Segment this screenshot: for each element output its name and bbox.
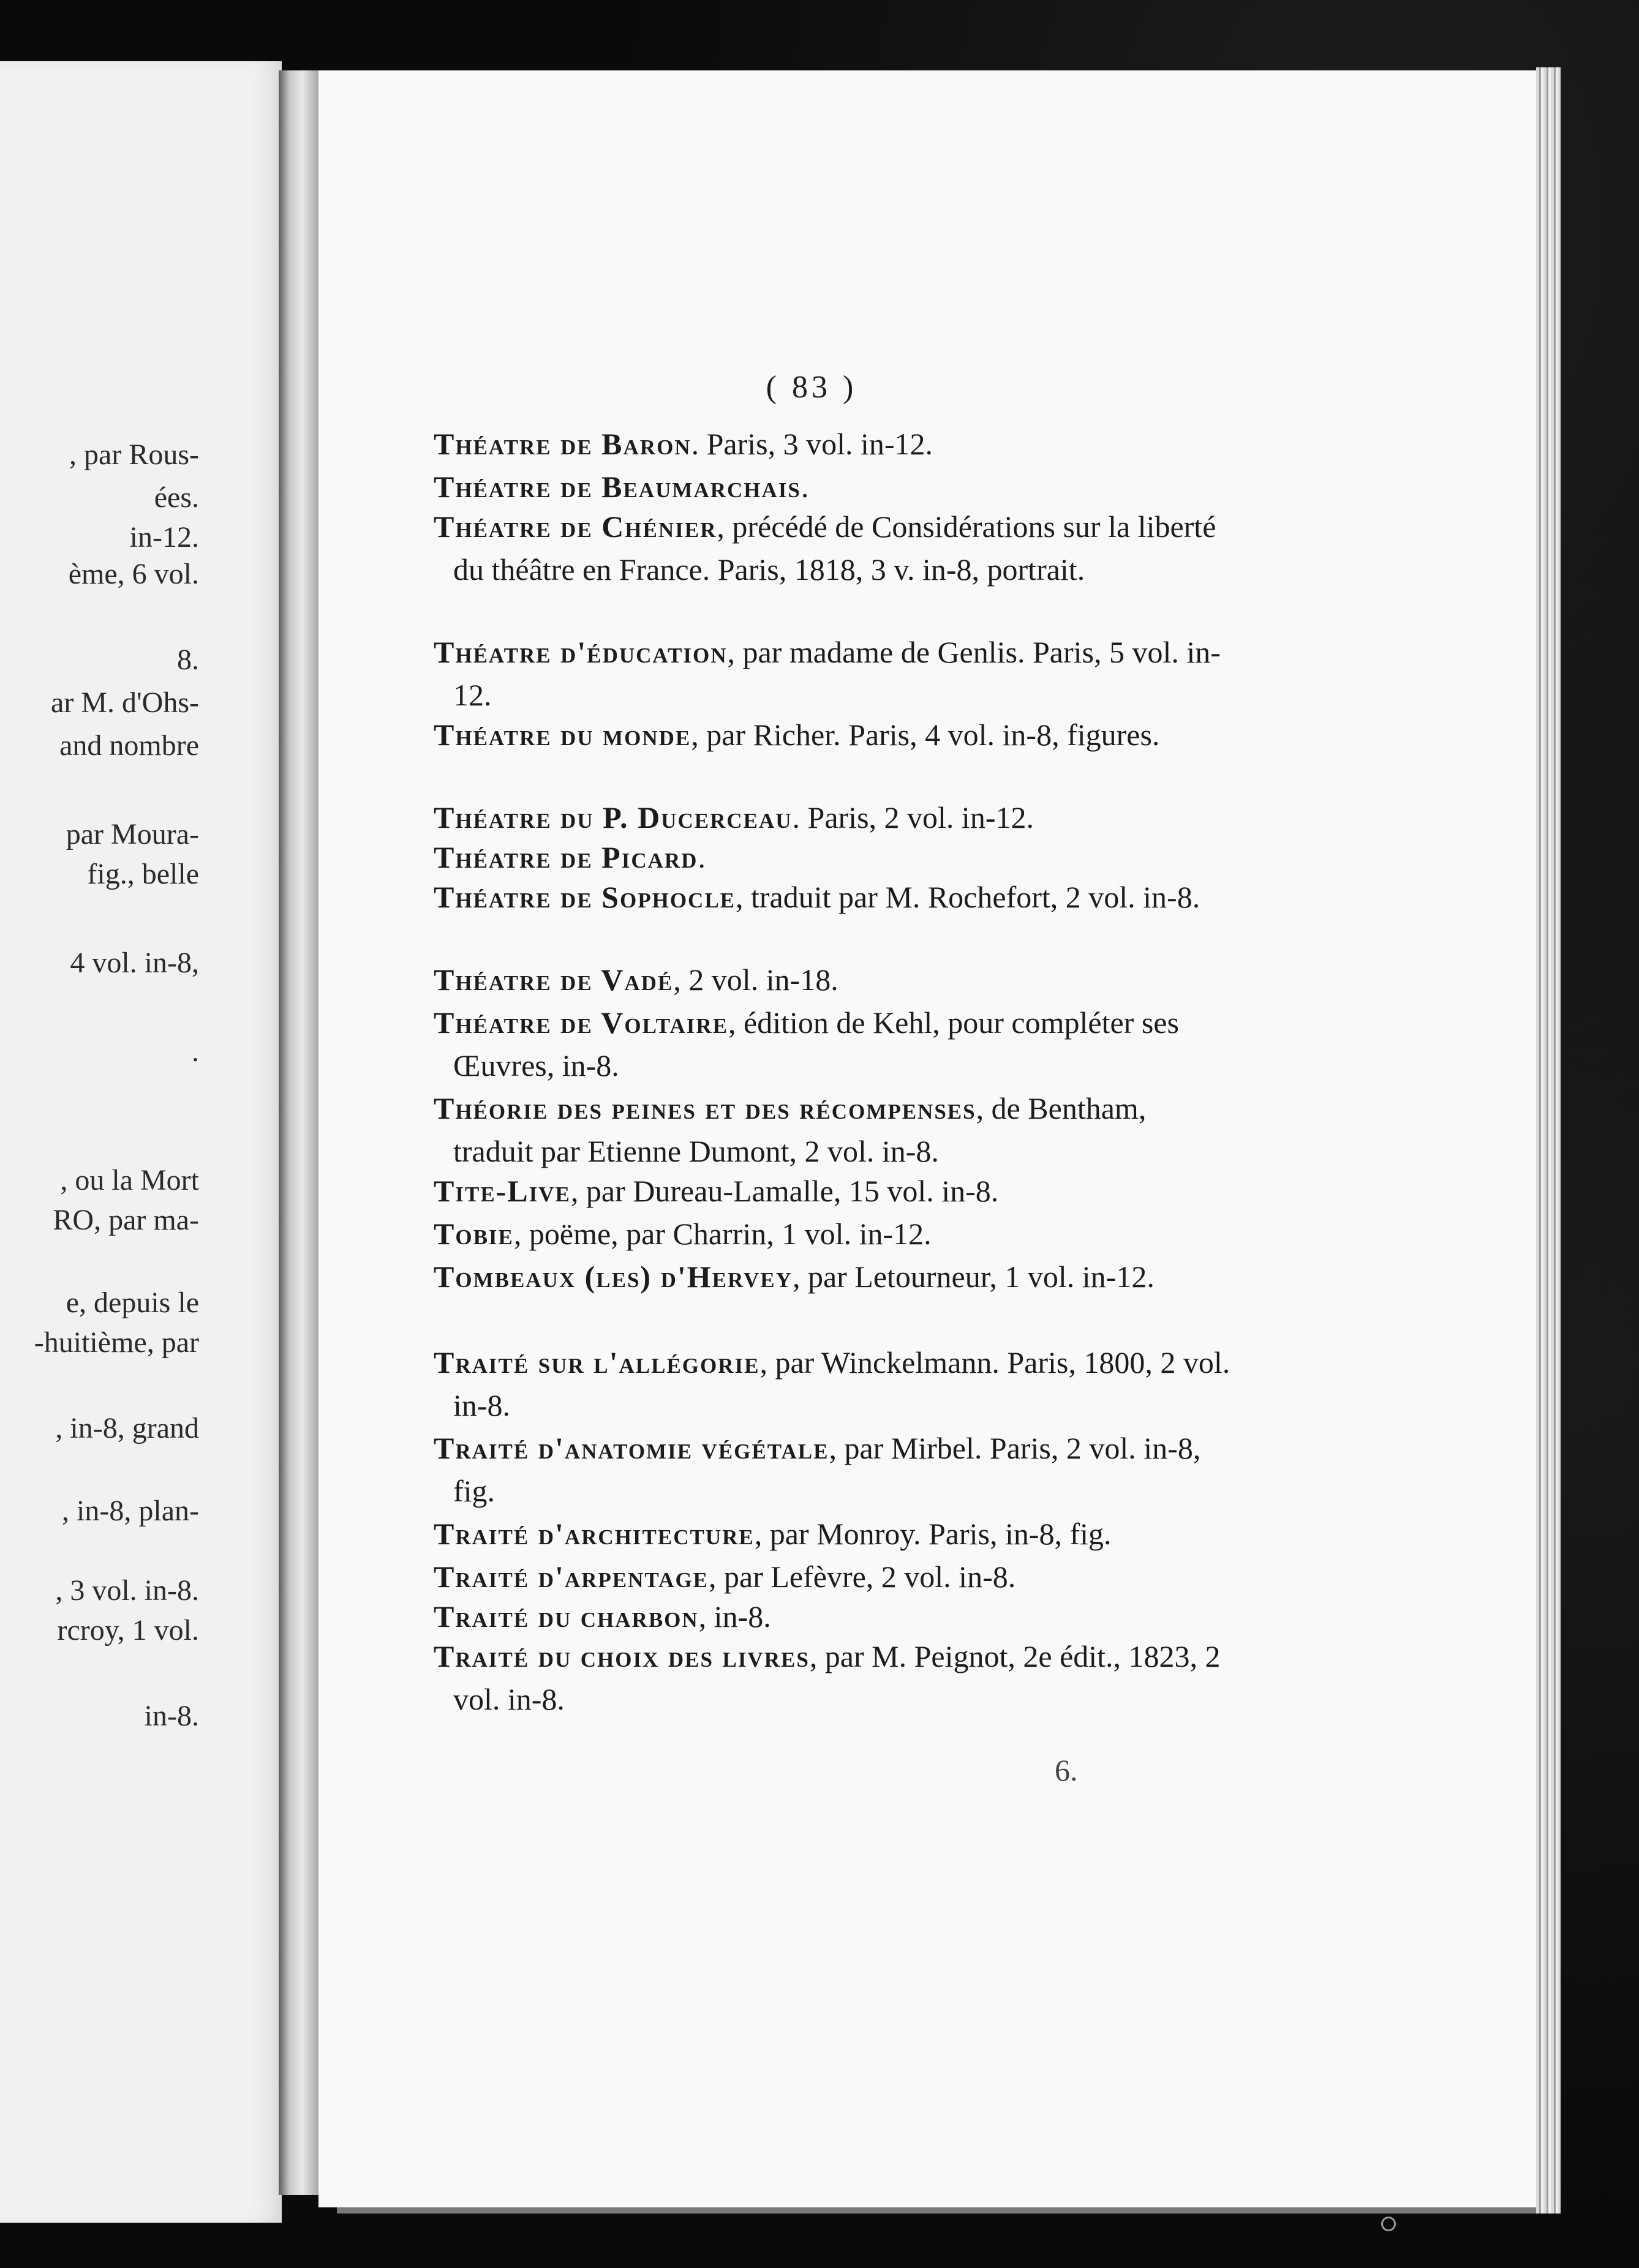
entry-details: , par Letourneur, 1 vol. in-12.	[792, 1260, 1155, 1294]
entry-details: . Paris, 2 vol. in-12.	[792, 800, 1034, 835]
previous-page-line: , 3 vol. in-8.	[55, 1574, 199, 1607]
entry-details: .	[698, 840, 706, 874]
entry-title: Théatre de Baron	[434, 427, 691, 461]
previous-page-line: , ou la Mort	[60, 1164, 199, 1196]
previous-page-line: , in-8, plan-	[62, 1495, 199, 1527]
catalog-entry	[434, 958, 1231, 1001]
catalog-entry	[434, 1341, 1231, 1427]
entry-details: , traduit par M. Rochefort, 2 vol. in-8.	[736, 880, 1200, 914]
entry-details: , par madame de Genlis. Paris, 5 vol. in-12.	[453, 635, 1221, 712]
scanner-artifact	[1381, 2217, 1396, 2231]
entry-title: Théatre de Beaumarchais	[434, 470, 801, 504]
catalog-entry	[434, 1595, 1231, 1638]
catalog-entry	[434, 1512, 1231, 1555]
catalog-entry	[434, 1635, 1231, 1721]
entry-details: , par Dureau-Lamalle, 15 vol. in-8.	[570, 1174, 999, 1208]
entry-details: , édition de Kehl, pour compléter ses Œuvres, in-8.	[453, 1005, 1179, 1083]
catalog-entry	[434, 1170, 1231, 1212]
entry-title: Théatre d'éducation	[434, 635, 728, 669]
catalog-entry	[434, 1087, 1231, 1173]
entry-details: , de Bentham, traduit par Etienne Dumont, 2 vol. in-8.	[453, 1091, 1147, 1168]
page-number: ( 83 )	[766, 370, 857, 405]
entry-title: Théatre de Chénier	[434, 509, 717, 544]
entry-title: Théatre du monde	[434, 718, 691, 752]
entry-title: Traité d'arpentage	[434, 1560, 709, 1594]
signature-mark: 6.	[1055, 1753, 1078, 1787]
previous-page-line: 8.	[177, 644, 199, 676]
entry-details: , par M. Peignot, 2e édit., 1823, 2 vol. in-8.	[453, 1639, 1221, 1716]
entry-title: Tite-Live	[434, 1174, 571, 1208]
entry-details: , 2 vol. in-18.	[673, 963, 838, 997]
previous-page-line: , par Rous-	[69, 438, 199, 471]
catalog-entry	[434, 505, 1231, 591]
catalog-entry	[434, 1212, 1231, 1255]
previous-page-line: ar M. d'Ohs-	[51, 686, 199, 719]
entry-title: Tobie	[434, 1217, 514, 1251]
entry-details: , par Richer. Paris, 4 vol. in-8, figures.	[691, 718, 1160, 752]
catalog-entry	[434, 876, 1231, 918]
previous-page-line: 4 vol. in-8,	[70, 947, 199, 979]
entry-title: Théatre de Vadé	[434, 963, 674, 997]
catalog-entry	[434, 713, 1231, 756]
entry-details: , par Lefèvre, 2 vol. in-8.	[709, 1560, 1016, 1594]
entry-details: , par Winckelmann. Paris, 1800, 2 vol. in-8.	[453, 1345, 1230, 1422]
entry-details: .	[801, 470, 809, 504]
entry-title: Théatre du P. Ducerceau	[434, 800, 793, 835]
previous-page-line: .	[192, 1035, 199, 1068]
entry-details: . Paris, 3 vol. in-12.	[691, 427, 933, 461]
catalog-entry	[434, 1555, 1231, 1598]
entry-title: Théatre de Voltaire	[434, 1005, 729, 1040]
catalog-entry	[434, 631, 1231, 716]
previous-page-line: ées.	[154, 481, 199, 514]
previous-page-line: , in-8, grand	[55, 1412, 199, 1444]
catalog-entry	[434, 1427, 1231, 1512]
entry-title: Traité d'architecture	[434, 1517, 755, 1551]
entry-details: , précédé de Considérations sur la liberté du théâtre en France. Paris, 1818, 3 v. in-8, portrait.	[453, 509, 1216, 587]
entry-title: Théatre de Sophocle	[434, 880, 736, 914]
catalog-entry	[434, 796, 1231, 839]
entry-title: Théatre de Picard	[434, 840, 698, 874]
catalog-entry	[434, 836, 1231, 879]
previous-page-line: e, depuis le	[66, 1286, 199, 1319]
entry-title: Traité du charbon	[434, 1599, 699, 1634]
entry-title: Traité sur l'allégorie	[434, 1345, 760, 1380]
catalog-entry	[434, 1001, 1231, 1087]
book-gutter	[279, 70, 322, 2195]
entry-title: Traité du choix des livres	[434, 1639, 810, 1673]
previous-page-line: -huitième, par	[34, 1326, 199, 1359]
page-stack-edge	[1536, 67, 1561, 2214]
entry-details: , poëme, par Charrin, 1 vol. in-12.	[513, 1217, 932, 1251]
previous-page-line: in-8.	[144, 1700, 199, 1732]
previous-page-line: in-12.	[129, 521, 199, 554]
previous-page-line: fig., belle	[87, 858, 199, 890]
entry-details: , par Monroy. Paris, in-8, fig.	[754, 1517, 1112, 1551]
previous-page-line: and nombre	[59, 729, 199, 762]
previous-page-line: RO, par ma-	[53, 1204, 199, 1236]
entry-title: Théorie des peines et des récompenses	[434, 1091, 976, 1125]
entry-title: Traité d'anatomie végétale	[434, 1431, 829, 1465]
entry-details: , par Mirbel. Paris, 2 vol. in-8, fig.	[453, 1431, 1201, 1508]
previous-page-line: par Moura-	[66, 818, 199, 850]
previous-page	[0, 61, 282, 2223]
entry-details: , in-8.	[698, 1599, 771, 1634]
entry-title: Tombeaux (les) d'Hervey	[434, 1260, 793, 1294]
previous-page-line: rcroy, 1 vol.	[57, 1614, 199, 1647]
catalog-entry	[434, 1255, 1231, 1298]
previous-page-line: ème, 6 vol.	[68, 558, 199, 590]
catalog-entry	[434, 422, 1231, 465]
catalog-entry	[434, 465, 1231, 508]
